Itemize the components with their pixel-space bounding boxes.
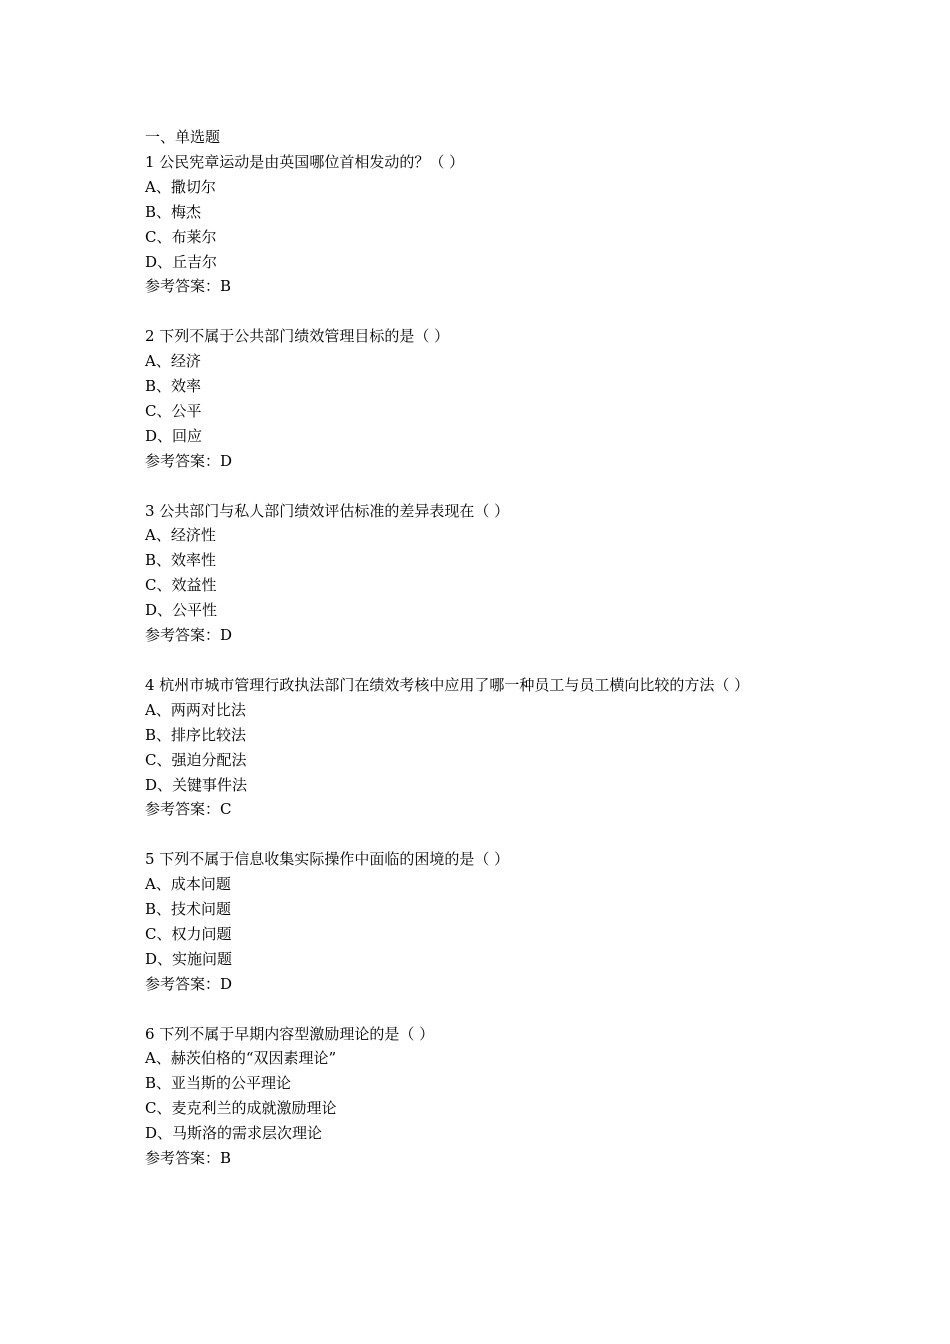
spacer (145, 648, 810, 673)
option-c: C、强迫分配法 (145, 750, 247, 769)
reference-answer: 参考答案：C (145, 800, 232, 819)
option-a: A、经济 (145, 352, 201, 371)
question-stem: 2 下列不属于公共部门绩效管理目标的是（ ） (145, 327, 450, 346)
option-d: D、马斯洛的需求层次理论 (145, 1124, 323, 1143)
question-6 (145, 1022, 810, 1171)
reference-answer: 参考答案：D (145, 626, 233, 645)
option-b: B、梅杰 (145, 202, 202, 221)
question-4 (145, 673, 810, 822)
option-c: C、权力问题 (145, 924, 232, 943)
question-stem: 5 下列不属于信息收集实际操作中面临的困境的是（ ） (145, 850, 510, 869)
option-c: C、效益性 (145, 576, 217, 595)
option-a: A、赫茨伯格的“双因素理论” (145, 1049, 337, 1068)
question-1 (145, 150, 810, 299)
option-d: D、关键事件法 (145, 775, 248, 794)
section-title: 一、单选题 (145, 128, 221, 146)
option-c: C、布莱尔 (145, 227, 217, 246)
reference-answer: 参考答案：B (145, 277, 232, 296)
reference-answer: 参考答案：B (145, 1149, 232, 1168)
option-b: B、亚当斯的公平理论 (145, 1074, 292, 1093)
question-2 (145, 324, 810, 473)
spacer (145, 822, 810, 847)
option-b: B、排序比较法 (145, 725, 247, 744)
spacer (145, 997, 810, 1022)
spacer (145, 299, 810, 324)
question-stem: 3 公共部门与私人部门绩效评估标准的差异表现在（ ） (145, 501, 510, 520)
question-3 (145, 499, 810, 648)
option-d: D、公平性 (145, 601, 218, 620)
reference-answer: 参考答案：D (145, 974, 233, 993)
option-b: B、技术问题 (145, 900, 232, 919)
option-a: A、撒切尔 (145, 177, 216, 196)
question-stem: 4 杭州市城市管理行政执法部门在绩效考核中应用了哪一种员工与员工横向比较的方法（ ） (145, 675, 750, 694)
option-a: A、两两对比法 (145, 700, 246, 719)
question-stem: 6 下列不属于早期内容型激励理论的是（ ） (145, 1024, 435, 1043)
option-d: D、实施问题 (145, 949, 233, 968)
option-b: B、效率 (145, 377, 202, 396)
option-a: A、经济性 (145, 526, 216, 545)
document-page (145, 125, 810, 1171)
option-a: A、成本问题 (145, 875, 231, 894)
reference-answer: 参考答案：D (145, 451, 233, 470)
option-b: B、效率性 (145, 551, 217, 570)
spacer (145, 474, 810, 499)
option-d: D、回应 (145, 426, 203, 445)
option-d: D、丘吉尔 (145, 252, 218, 271)
question-5 (145, 847, 810, 996)
option-c: C、麦克利兰的成就激励理论 (145, 1099, 337, 1118)
option-c: C、公平 (145, 401, 202, 420)
question-stem: 1 公民宪章运动是由英国哪位首相发动的？（ ） (145, 152, 465, 171)
